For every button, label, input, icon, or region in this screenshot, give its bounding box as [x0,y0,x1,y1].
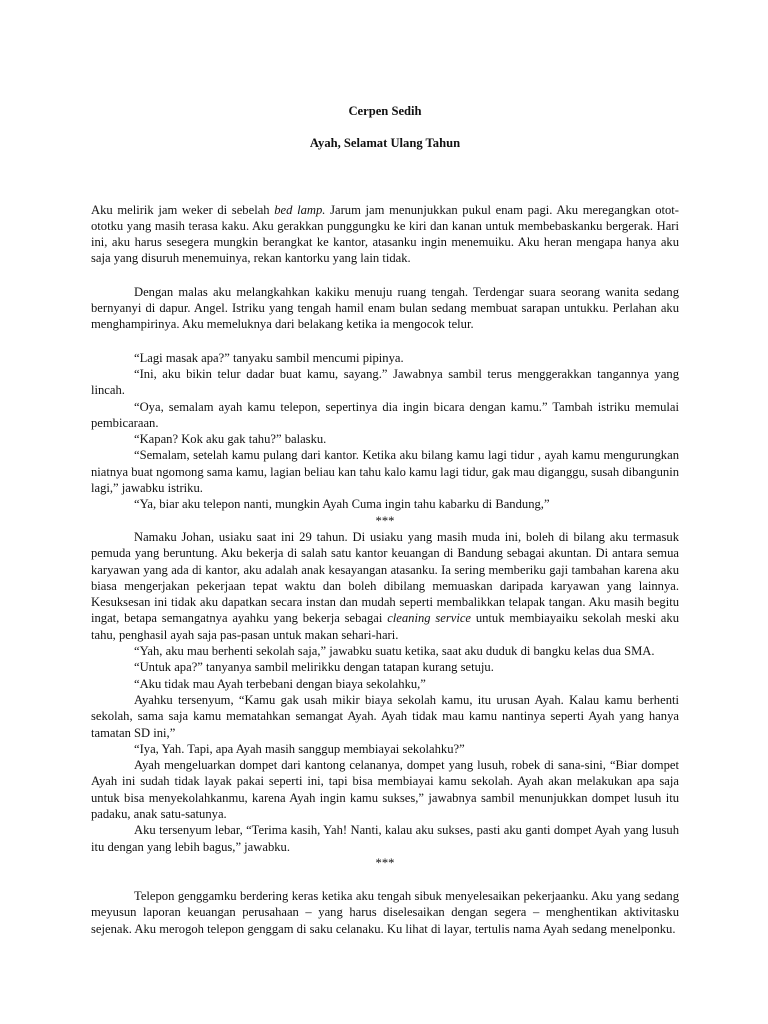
document-title: Cerpen Sedih [348,104,422,118]
dialogue-4: “Kapan? Kok aku gak tahu?” balasku. [134,432,327,447]
dialogue-9: “Aku tidak mau Ayah terbebani dengan biaya sekolahku,” [134,676,426,691]
dialogue-11: “Iya, Yah. Tapi, apa Ayah masih sanggup membiayai sekolahku?” [134,741,465,756]
scene-separator-2: *** [375,855,395,870]
dialogue-6: “Ya, biar aku telepon nanti, mungkin Ayah Cuma ingin tahu kabarku di Bandung,” [134,497,550,512]
dialogue-10: Ayahku tersenyum, “Kamu gak usah mikir biaya sekolah kamu, itu urusan Ayah. Kalau kamu berhenti sekolah, sama saja kamu mematahkan semangat Ayah. Ayah tidak mau kamu nantinya seperti Ayah yang hanya tamatan SD ini,” [91,692,679,740]
dialogue-5: “Semalam, setelah kamu pulang dari kantor. Ketika aku bilang kamu lagi tidur , ayah kamu mengurungkan niatnya buat ngomong sama kamu, lagian beliau kan tahu kalo kamu lagi tidur, gak mau diganggu, susah dibangunin lagi,” jawabku istriku. [91,448,679,496]
dialogue-13: Aku tersenyum lebar, “Terima kasih, Yah! Nanti, kalau aku sukses, pasti aku ganti dompet Ayah yang lusuh itu dengan yang lebih bagus,” jawabku. [91,823,679,854]
paragraph-1-text-a: Aku melirik jam weker di sebelah [91,202,275,217]
dialogue-1: “Lagi masak apa?” tanyaku sambil mencumi pipinya. [134,350,404,365]
paragraph-3-italic: cleaning service [387,611,472,626]
dialogue-7: “Yah, aku mau berhenti sekolah saja,” jawabku suatu ketika, saat aku duduk di bangku kelas dua SMA. [134,644,655,659]
scene-separator-1: *** [375,513,395,528]
dialogue-3: “Oya, semalam ayah kamu telepon, sepertinya dia ingin bicara dengan kamu.” Tambah istriku memulai pembicaraan. [91,399,679,430]
paragraph-3-text-b: untuk membiayaiku sekolah meski aku tahu, penghasil ayah saja pas-pasan untuk makan sehari-hari. [91,611,679,642]
paragraph-4: Telepon genggamku berdering keras ketika aku tengah sibuk menyelesaikan pekerjaanku. Aku yang sedang meyusun laporan keuangan perusahaan – yang harus diselesaikan dengan segera – menghentikan aktivitasku sejenak. Aku merogoh telepon genggam di saku celanaku. Ku lihat di layar, tertulis nama Ayah sedang menelponku. [91,889,679,936]
paragraph-1 [91,202,679,267]
paragraph-1-italic: bed lamp. [274,202,326,217]
dialogue-12: Ayah mengeluarkan dompet dari kantong celananya, dompet yang lusuh, robek di sana-sini, “Biar dompet Ayah ini sudah tidak layak pakai seperti ini, tapi bisa membiayai kamu sekolah. Ayah akan melakukan apa saja untuk bisa menyekolahkanmu, karena Ayah ingin kamu sukses,” jawabnya sambil menunjukkan dompet lusuh itu padaku, anak satu-satunya. [91,758,679,821]
dialogue-2: “Ini, aku bikin telur dadar buat kamu, sayang.” Jawabnya sambil terus menggerakkan tangannya yang lincah. [91,366,679,398]
document-page [91,100,679,937]
paragraph-2: Dengan malas aku melangkahkan kakiku menuju ruang tengah. Terdengar suara seorang wanita sedang bernyanyi di dapur. Angel. Istriku yang tengah hamil enam bulan sedang membuat sarapan untukku. Perlahan aku menghampirinya. Aku memeluknya dari belakang ketika ia mengocok telur. [91,284,679,332]
paragraph-3 [91,529,679,643]
story-title: Ayah, Selamat Ulang Tahun [309,136,461,151]
dialogue-8: “Untuk apa?” tanyanya sambil melirikku dengan tatapan kurang setuju. [134,660,494,675]
paragraph-3-text-a: Namaku Johan, usiaku saat ini 29 tahun. Di usiaku yang masih muda ini, boleh di bilang aku termasuk pemuda yang beruntung. Aku bekerja di salah satu kantor keuangan di Bandung sebagai akuntan. Di antara semua karyawan yang ada di kantor, aku adalah anak kesayangan atasanku. Ia sering memberiku gaji tambahan karena aku biasa mengerjakan pekerjaan tepat waktu dan boleh dibilang memuaskan daripada karyawan yang lainnya. Kesuksesan ini tidak aku dapatkan secara instan dan mudah seperti membalikkan telapak tangan. Aku masih begitu ingat, betapa semangatnya ayahku yang bekerja sebagai [91,529,679,626]
paragraph-1-text-b: Jarum jam menunjukkan pukul enam pagi. Aku meregangkan otot-ototku yang masih terasa kaku. Aku gerakkan punggungku ke kiri dan kanan untuk membebaskanku bergerak. Hari ini, aku harus sesegera mungkin berangkat ke kantor, atasanku ingin menemuiku. Aku heran mengapa hanya aku saja yang disuruh menemuinya, rekan kantorku yang lain tidak. [91,202,680,266]
